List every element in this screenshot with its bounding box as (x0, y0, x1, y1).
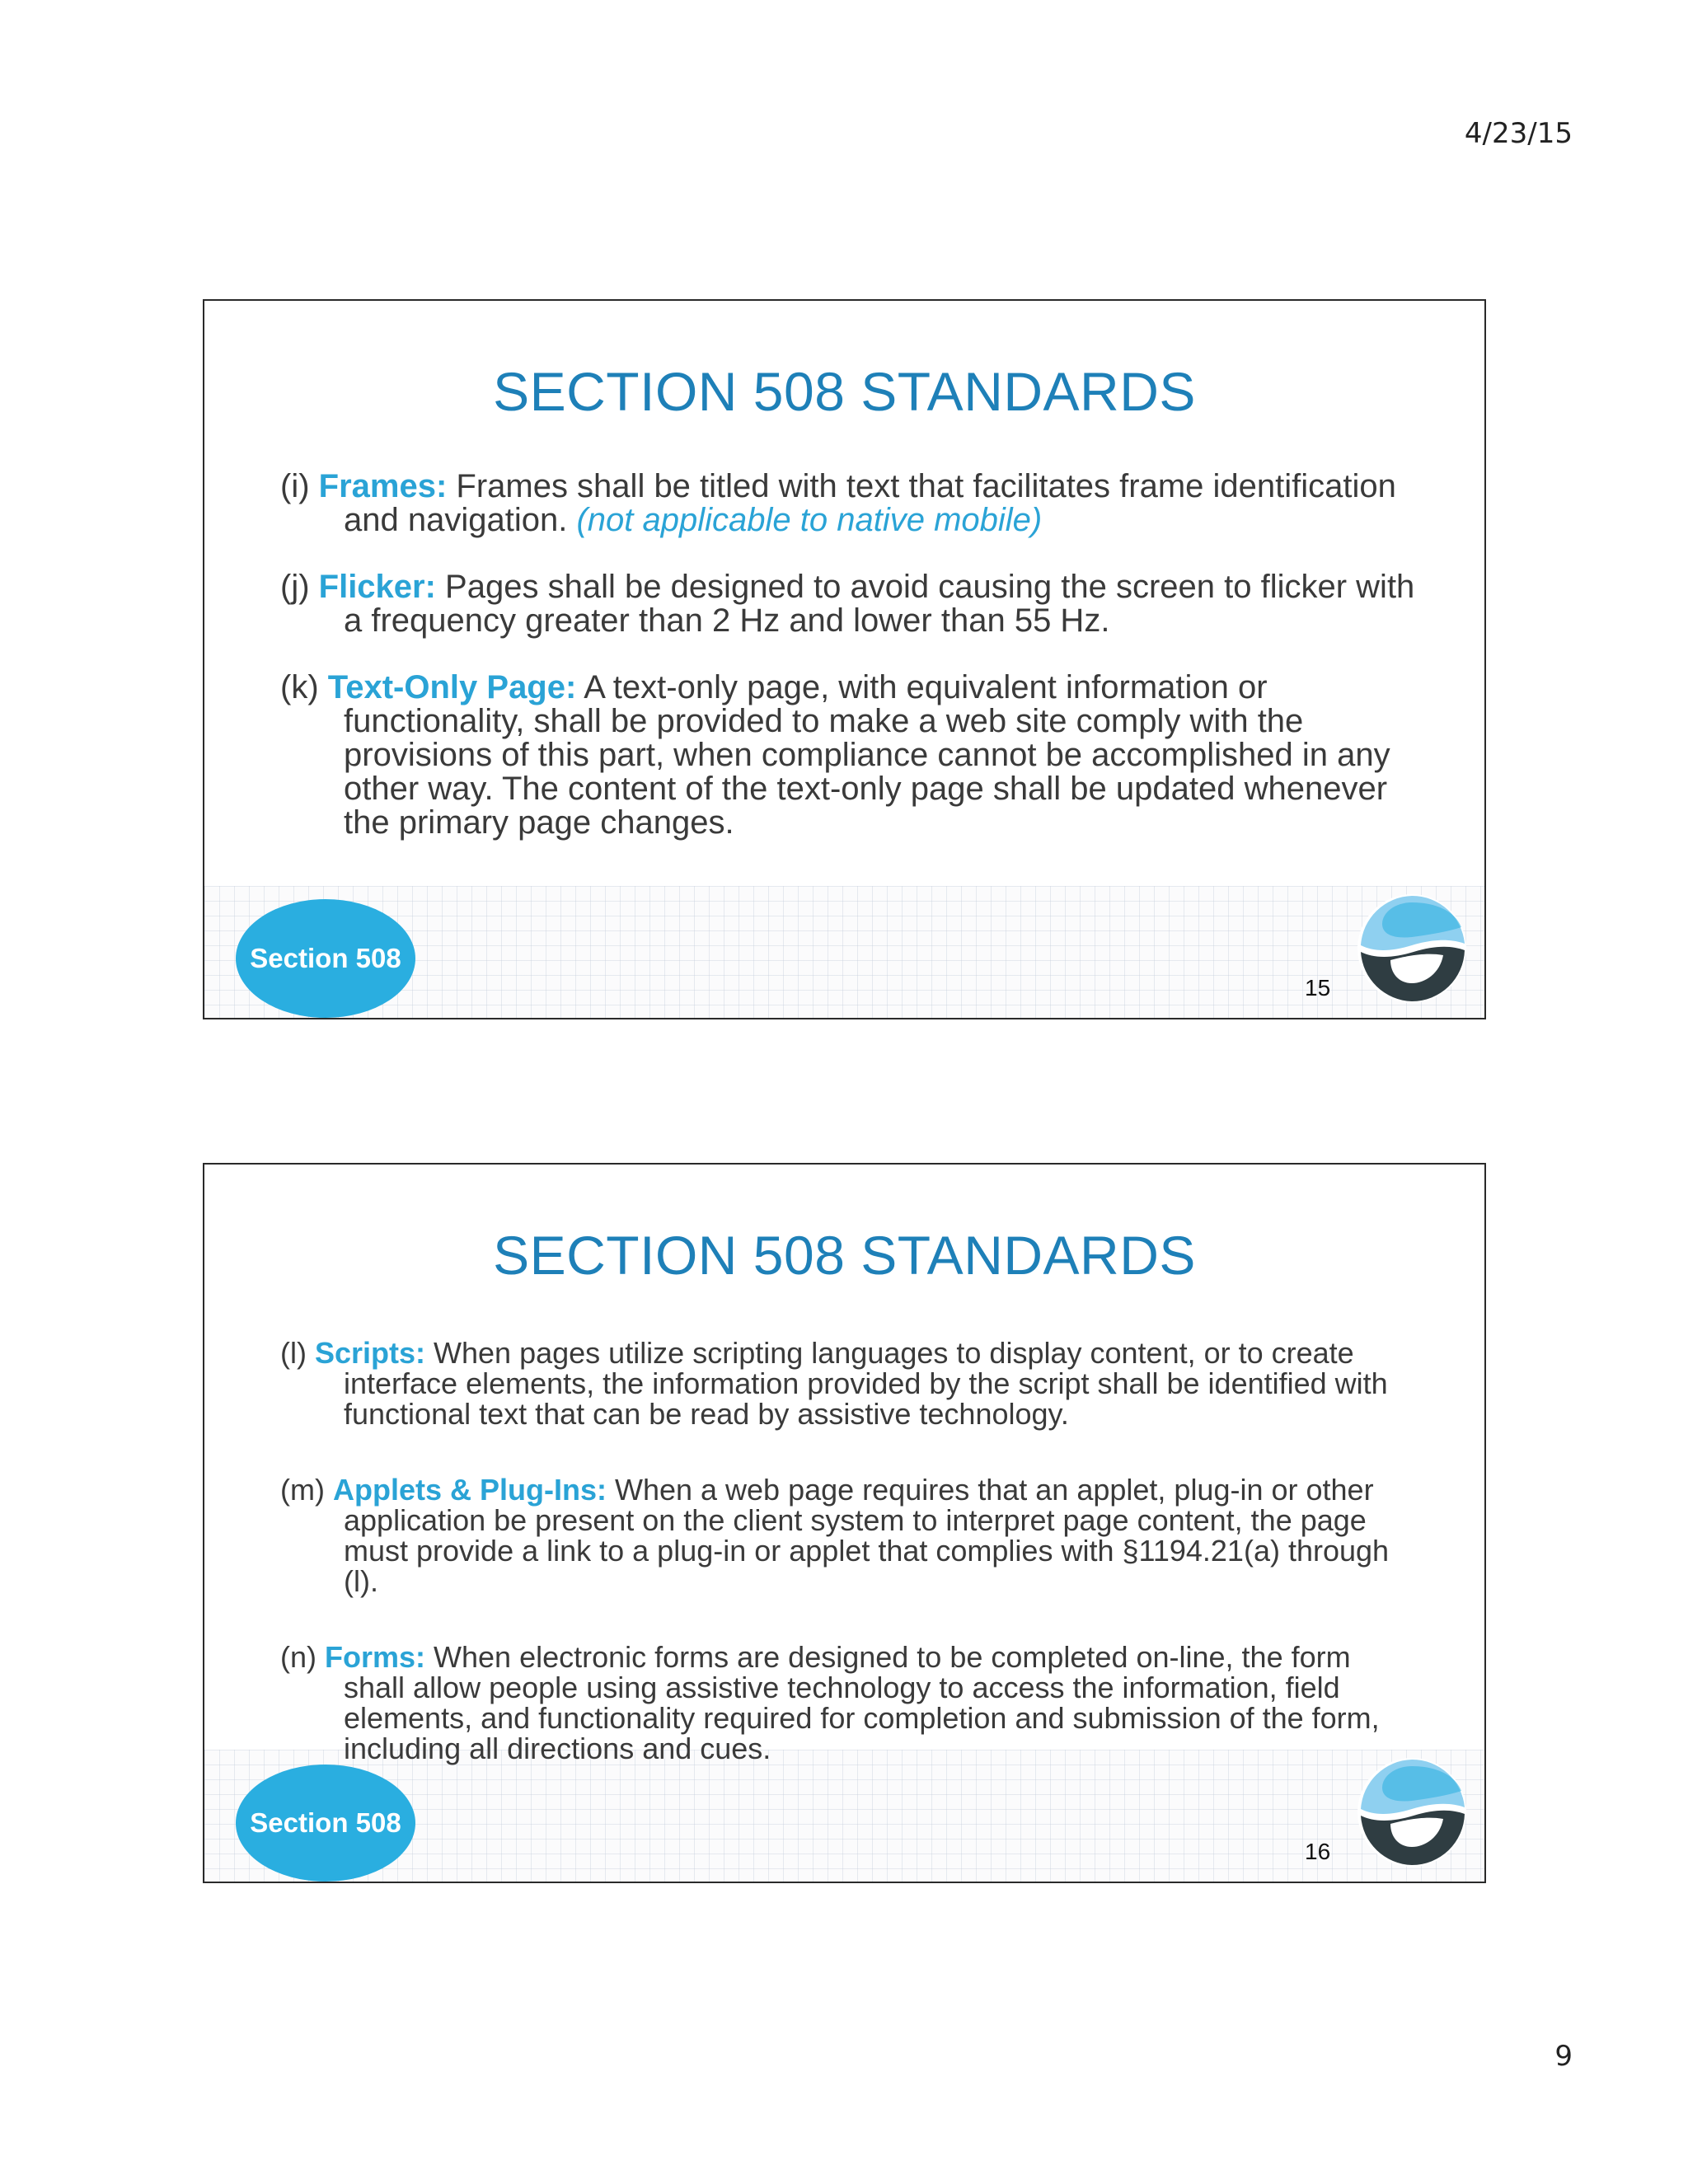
item-text: When electronic forms are designed to be completed on-line, the form shall allow people using assistive technology to access the information, field elements, and functionality required for completion and submission of the form, including all directions and cues. (344, 1640, 1380, 1765)
standard-item-m (280, 1474, 1418, 1596)
item-text: When a web page requires that an applet, plug-in or other application be present on the client system to interpret page content, the page must provide a link to a plug-in or applet that complies with §1194.21(a) through (l). (344, 1473, 1390, 1598)
standards-list (280, 1338, 1418, 1809)
item-prefix: (k) (280, 669, 328, 705)
item-term: Forms: (325, 1640, 426, 1674)
header-date: 4/23/15 (1464, 117, 1573, 150)
item-term: Frames: (318, 468, 448, 504)
slide-title: SECTION 508 STANDARDS (493, 1225, 1196, 1286)
standard-item-n (280, 1642, 1418, 1764)
standards-list (280, 470, 1418, 873)
slide-number: 16 (1305, 1839, 1331, 1864)
item-text: When pages utilize scripting languages to display content, or to create interface elements, the information provided by the script shall be identified with functional text that can be read by assistive technology. (344, 1336, 1388, 1431)
slide-title: SECTION 508 STANDARDS (493, 361, 1196, 422)
item-term: Flicker: (318, 569, 436, 605)
slide-16 (203, 1163, 1486, 1883)
item-term: Text-Only Page: (327, 669, 577, 705)
item-prefix: (i) (280, 468, 319, 504)
page-number: 9 (1554, 2040, 1573, 2073)
section-508-badge: Section 508 (236, 1765, 415, 1882)
slide-15 (203, 299, 1486, 1019)
item-text: Pages shall be designed to avoid causing the screen to flicker with a frequency greater than 2 Hz and lower than 55 Hz. (344, 569, 1415, 639)
s-swirl-logo-icon (1354, 891, 1470, 1006)
section-508-badge: Section 508 (236, 899, 415, 1018)
item-term: Scripts: (314, 1336, 426, 1370)
item-prefix: (n) (280, 1640, 325, 1674)
item-text: Frames shall be titled with text that facilitates frame identification and navigation. (344, 468, 1396, 538)
slide-number: 15 (1305, 975, 1331, 1001)
item-note: (not applicable to native mobile) (576, 502, 1043, 538)
standard-item-i (280, 470, 1418, 537)
item-prefix: (l) (280, 1336, 315, 1370)
item-term: Applets & Plug-Ins: (332, 1473, 607, 1507)
standard-item-l (280, 1338, 1418, 1429)
standard-item-k (280, 671, 1418, 840)
standard-item-j (280, 570, 1418, 638)
s-swirl-logo-icon (1354, 1755, 1470, 1870)
item-prefix: (m) (280, 1473, 333, 1507)
item-text: A text-only page, with equivalent information or functionality, shall be provided to make a web site comply with the provisions of this part, when compliance cannot be accomplished in any other way. The content of the text-only page shall be updated whenever the primary page changes. (344, 669, 1390, 841)
item-prefix: (j) (280, 569, 319, 605)
